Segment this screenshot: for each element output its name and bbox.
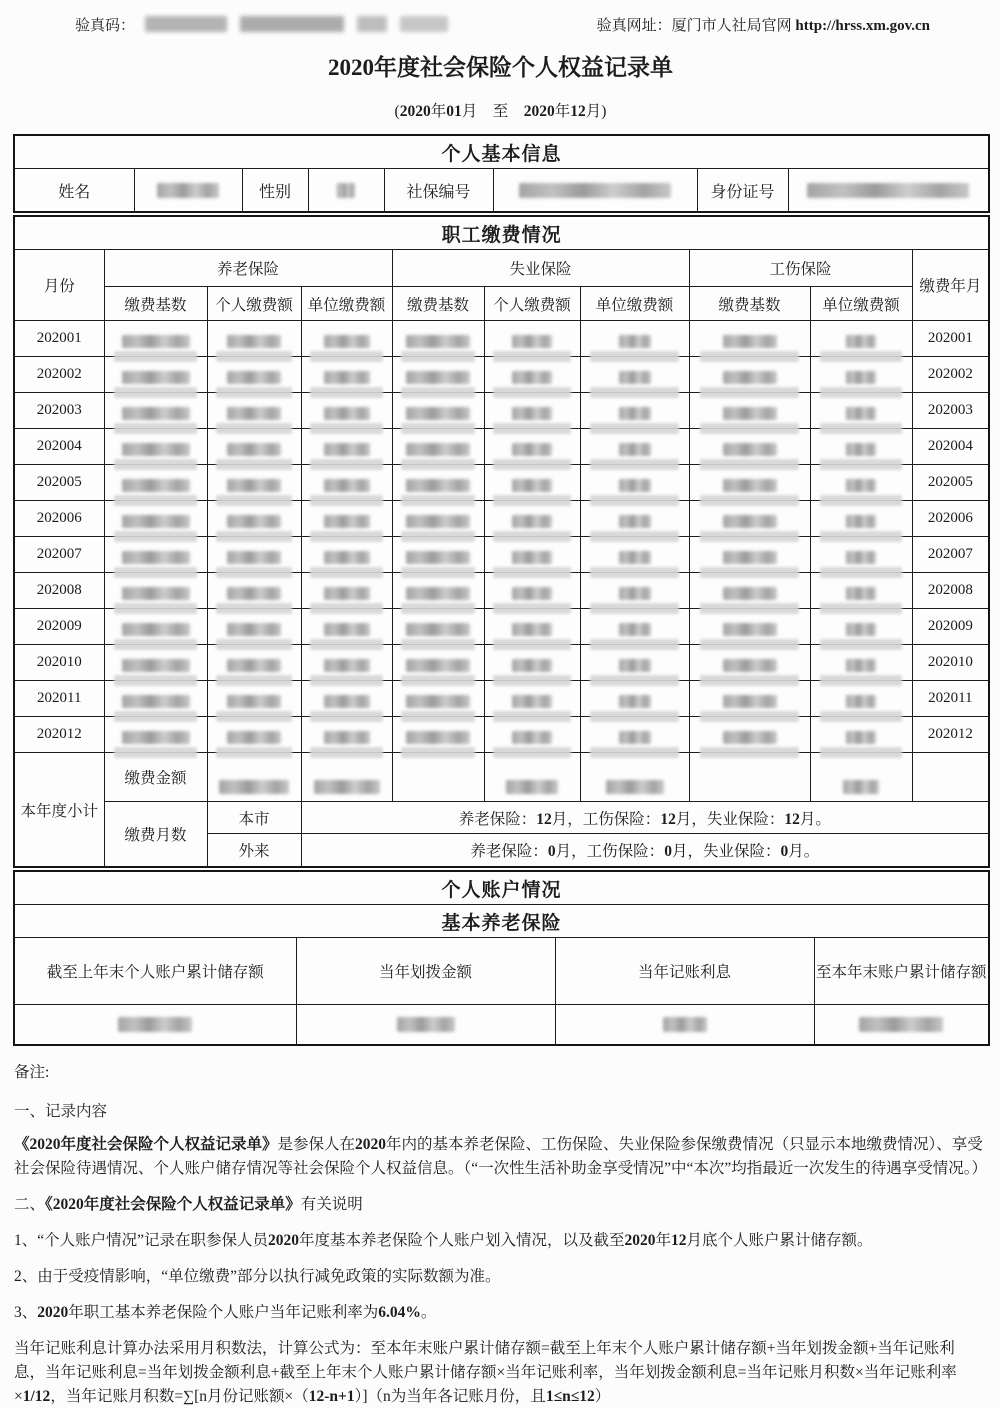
verify-site-label: 验真网址：厦门市人社局官网	[596, 17, 796, 34]
month-cell: 202004	[14, 429, 104, 465]
notes-label: 备注:	[14, 1064, 50, 1081]
redacted-total-cell	[580, 753, 689, 802]
prev-year-balance-header: 截至上年末个人账户累计储存额	[14, 938, 296, 1005]
basic-info-table	[13, 134, 990, 213]
redacted-value-cell	[689, 321, 810, 357]
contribution-caption: 职工缴费情况	[14, 216, 989, 250]
month-cell: 202001	[912, 321, 989, 357]
redacted-total-cell	[301, 753, 392, 802]
unemployment-personal-header: 个人缴费额	[484, 287, 580, 321]
month-cell: 202003	[14, 393, 104, 429]
unemployment-base-header: 缴费基数	[392, 287, 484, 321]
month-cell: 202007	[912, 537, 989, 573]
basic-info-caption: 个人基本信息	[14, 135, 989, 169]
redacted-value-cell	[810, 321, 912, 357]
empty-cell	[392, 753, 484, 802]
month-cell: 202008	[14, 573, 104, 609]
year-allocation-redacted	[296, 1005, 555, 1046]
redacted-segment	[240, 16, 344, 32]
month-cell: 202005	[14, 465, 104, 501]
verify-url-group	[597, 14, 930, 35]
account-table	[13, 870, 990, 1046]
empty-cell	[689, 753, 810, 802]
id-label: 身份证号	[697, 169, 788, 213]
month-cell: 202010	[14, 645, 104, 681]
notes-formula: 当年记账利息计算办法采用月积数法，计算公式为：至本年末账户累计储存额=截至上年末个人账户累计储存额+当年划拨金额+当年记账利息，当年记账利息=当年划拨金额利息+截至上年末个人账户累计储存额×当年记账利率，当年划拨金额利息=当年记账月积数×当年记账利率×1/12，当年记账月积数=∑[n月份记账额×（12-n+1）]（n为当年各记账月份，且1≤n≤12）	[14, 1340, 957, 1406]
month-cell: 202006	[912, 501, 989, 537]
redacted-segment	[357, 16, 387, 32]
pension-employer-header: 单位缴费额	[301, 287, 392, 321]
migrant-months-text: 养老保险：0月，工伤保险：0月，失业保险：0月。	[301, 834, 989, 868]
contribution-header-row-1	[14, 250, 989, 287]
month-cell: 202002	[14, 357, 104, 393]
col-month-header: 月份	[14, 250, 104, 321]
injury-base-header: 缴费基数	[689, 287, 810, 321]
redacted-value-cell	[104, 321, 207, 357]
month-cell: 202012	[912, 717, 989, 753]
month-cell: 202009	[912, 609, 989, 645]
gender-label: 性别	[242, 169, 308, 213]
month-cell: 202002	[912, 357, 989, 393]
redacted-value-cell	[392, 321, 484, 357]
ssn-redacted-value	[493, 169, 697, 213]
notes-item1-title: 一、记录内容	[14, 1103, 108, 1121]
contribution-table	[13, 215, 990, 868]
notes-note-2: 2、由于受疫情影响，“单位缴费”部分以执行减免政策的实际数额为准。	[14, 1268, 501, 1286]
month-cell: 202011	[912, 681, 989, 717]
local-label: 本市	[207, 802, 301, 834]
redacted-value-cell	[207, 321, 301, 357]
account-caption: 个人账户情况	[14, 871, 989, 905]
month-cell: 202008	[912, 573, 989, 609]
year-end-balance-redacted	[814, 1005, 989, 1046]
notes-note-3: 3、2020年职工基本养老保险个人账户当年记账利率为6.04%。	[14, 1304, 437, 1322]
account-subcaption: 基本养老保险	[14, 905, 989, 938]
injury-employer-header: 单位缴费额	[810, 287, 912, 321]
ssn-label: 社保编号	[384, 169, 493, 213]
notes-note-1: 1、“个人账户情况”记录在职参保人员2020年度基本养老保险个人账户划入情况，以及截至2020年12月底个人账户累计储存额。	[14, 1232, 873, 1250]
redacted-value-cell	[484, 321, 580, 357]
month-cell: 202003	[912, 393, 989, 429]
name-redacted-value	[134, 169, 242, 213]
col-paydate-header: 缴费年月	[912, 250, 989, 321]
year-interest-header: 当年记账利息	[555, 938, 814, 1005]
redacted-value-cell	[301, 321, 392, 357]
notes-paragraph-1: 《2020年度社会保险个人权益记录单》是参保人在2020年内的基本养老保险、工伤保险、失业保险参保缴费情况（只显示本地缴费情况）、享受社会保险待遇情况、个人账户储存情况等社会保险个人权益信息。（“一次性生活补助金享受情况”中“本次”均指最近一次发生的待遇享受情况。）	[14, 1136, 988, 1178]
verify-code-label: 验真码：	[75, 17, 136, 34]
verify-code-redacted-value	[145, 16, 448, 32]
notes-section	[14, 1061, 988, 1409]
gender-redacted-value	[308, 169, 384, 213]
month-cell: 202012	[14, 717, 104, 753]
year-end-balance-header: 至本年末账户累计储存额	[814, 938, 989, 1005]
account-header-row	[14, 938, 989, 1005]
pension-personal-header: 个人缴费额	[207, 287, 301, 321]
annual-subtotal-label: 本年度小计	[14, 753, 104, 868]
month-cell: 202005	[912, 465, 989, 501]
redacted-total-cell	[810, 753, 912, 802]
redacted-segment	[400, 16, 448, 32]
verify-url: http://hrss.xm.gov.cn	[795, 17, 930, 34]
redacted-value-cell	[580, 321, 689, 357]
month-cell: 202011	[14, 681, 104, 717]
notes-item2-title: 二、《2020年度社会保险个人权益记录单》有关说明	[14, 1196, 363, 1214]
contribution-header-row-2	[14, 287, 989, 321]
year-interest-redacted	[555, 1005, 814, 1046]
local-months-text: 养老保险：12月，工伤保险：12月，失业保险：12月。	[301, 802, 989, 834]
prev-year-balance-redacted	[14, 1005, 296, 1046]
month-cell: 202009	[14, 609, 104, 645]
month-cell: 202010	[912, 645, 989, 681]
id-redacted-value	[788, 169, 989, 213]
migrant-label: 外来	[207, 834, 301, 868]
months-count-label: 缴费月数	[104, 802, 207, 868]
month-row	[14, 321, 989, 357]
amount-label: 缴费金额	[104, 753, 207, 802]
month-cell: 202007	[14, 537, 104, 573]
page-subtitle: (2020年01月 至 2020年12月)	[394, 103, 607, 120]
verify-header	[13, 6, 988, 36]
account-values-row	[14, 1005, 989, 1046]
unemployment-employer-header: 单位缴费额	[580, 287, 689, 321]
empty-cell	[912, 753, 989, 802]
summary-local-row	[14, 802, 989, 834]
summary-amount-row	[14, 753, 989, 802]
pension-group-header: 养老保险	[104, 250, 392, 287]
page-title: 2020年度社会保险个人权益记录单	[328, 55, 673, 80]
unemployment-group-header: 失业保险	[392, 250, 689, 287]
month-cell: 202006	[14, 501, 104, 537]
month-cell: 202004	[912, 429, 989, 465]
verify-code-group	[75, 14, 448, 35]
month-cell: 202001	[14, 321, 104, 357]
injury-group-header: 工伤保险	[689, 250, 912, 287]
pension-base-header: 缴费基数	[104, 287, 207, 321]
basic-info-row	[14, 169, 989, 213]
redacted-total-cell	[484, 753, 580, 802]
year-allocation-header: 当年划拨金额	[296, 938, 555, 1005]
redacted-segment	[145, 16, 227, 32]
name-label: 姓名	[14, 169, 134, 213]
redacted-total-cell	[207, 753, 301, 802]
